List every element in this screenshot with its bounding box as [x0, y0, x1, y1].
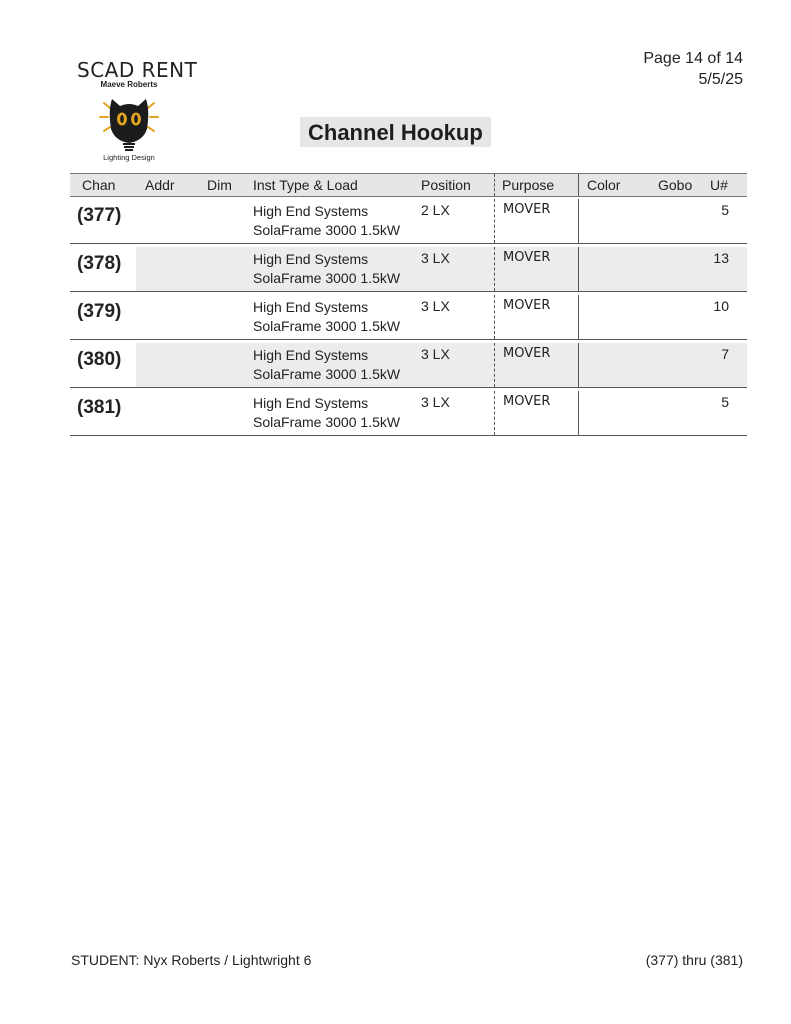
- instrument-model: SolaFrame 3000 1.5kW: [253, 366, 401, 382]
- col-inst: Inst Type & Load: [253, 177, 358, 193]
- row-divider-solid: [578, 247, 579, 291]
- purpose: MOVER: [503, 298, 551, 313]
- page-number: Page 14 of 14: [643, 50, 743, 67]
- instrument-maker: High End Systems: [253, 395, 369, 411]
- instrument-maker: High End Systems: [253, 203, 369, 219]
- unit-number: 5: [721, 394, 729, 410]
- instrument-model: SolaFrame 3000 1.5kW: [253, 318, 401, 334]
- purpose: MOVER: [503, 346, 551, 361]
- col-addr: Addr: [145, 177, 175, 193]
- col-purpose: Purpose: [502, 177, 555, 193]
- page-title: Channel Hookup: [300, 117, 491, 147]
- instrument-type: [253, 298, 400, 336]
- instrument-type: [253, 250, 400, 288]
- col-unum: U#: [710, 177, 728, 193]
- position: 3 LX: [421, 394, 450, 410]
- row-divider-solid: [578, 343, 579, 387]
- row-divider-dotted: [494, 391, 495, 435]
- channel-number: (377): [77, 205, 122, 226]
- report-date: 5/5/25: [698, 71, 743, 88]
- col-dim: Dim: [207, 177, 232, 193]
- purpose: MOVER: [503, 394, 551, 409]
- unit-number: 5: [721, 202, 729, 218]
- row-divider-solid: [578, 295, 579, 339]
- purpose: MOVER: [503, 202, 551, 217]
- instrument-maker: High End Systems: [253, 251, 369, 267]
- position: 3 LX: [421, 250, 450, 266]
- purpose: MOVER: [503, 250, 551, 265]
- header-divider-dotted: [494, 174, 495, 196]
- footer-channel-range: (377) thru (381): [645, 952, 743, 968]
- instrument-maker: High End Systems: [253, 299, 369, 315]
- table-row: [70, 389, 747, 436]
- instrument-model: SolaFrame 3000 1.5kW: [253, 414, 401, 430]
- col-gobo: Gobo: [658, 177, 693, 193]
- header-divider-solid: [578, 174, 579, 196]
- table-header: [70, 173, 747, 197]
- col-position: Position: [421, 177, 471, 193]
- table-row: [70, 293, 747, 340]
- unit-number: 13: [713, 250, 729, 266]
- position: 2 LX: [421, 202, 450, 218]
- row-divider-dotted: [494, 199, 495, 243]
- department-label: Lighting Design: [103, 153, 155, 162]
- col-chan: Chan: [82, 177, 116, 193]
- table-row: [70, 197, 747, 244]
- organization-name: SCAD RENT: [77, 58, 198, 82]
- unit-number: 7: [721, 346, 729, 362]
- position: 3 LX: [421, 346, 450, 362]
- instrument-type: [253, 202, 400, 240]
- unit-number: 10: [713, 298, 729, 314]
- row-divider-dotted: [494, 295, 495, 339]
- position: 3 LX: [421, 298, 450, 314]
- table-row: [70, 245, 747, 292]
- instrument-model: SolaFrame 3000 1.5kW: [253, 270, 401, 286]
- row-divider-dotted: [494, 247, 495, 291]
- designer-name: Maeve Roberts: [100, 80, 158, 89]
- page-info: [643, 48, 743, 90]
- row-divider-dotted: [494, 343, 495, 387]
- channel-number: (381): [77, 397, 122, 418]
- lighting-design-logo: [92, 80, 166, 168]
- col-color: Color: [587, 177, 621, 193]
- instrument-maker: High End Systems: [253, 347, 369, 363]
- instrument-type: [253, 346, 400, 384]
- row-divider-solid: [578, 391, 579, 435]
- table-row: [70, 341, 747, 388]
- channel-number: (379): [77, 301, 122, 322]
- channel-number: (378): [77, 253, 122, 274]
- footer-student-info: STUDENT: Nyx Roberts / Lightwright 6: [71, 952, 312, 968]
- instrument-model: SolaFrame 3000 1.5kW: [253, 222, 401, 238]
- row-divider-solid: [578, 199, 579, 243]
- channel-number: (380): [77, 349, 122, 370]
- cat-bulb-icon: [96, 89, 162, 153]
- instrument-type: [253, 394, 400, 432]
